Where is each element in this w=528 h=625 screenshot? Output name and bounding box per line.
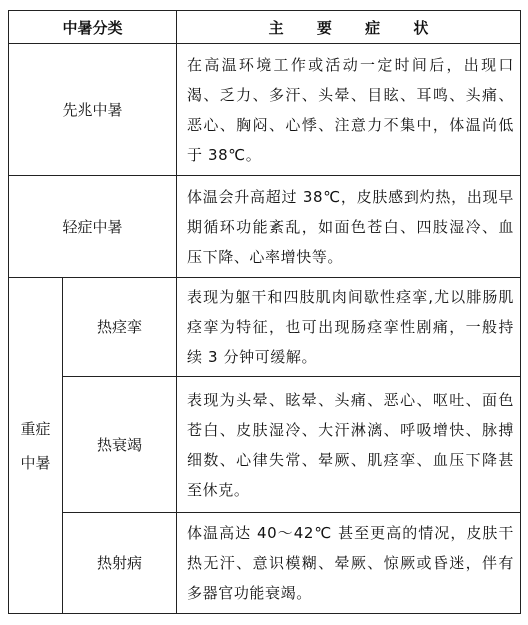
group-label-line: 中暑 bbox=[20, 453, 51, 472]
symptoms-cell: 在高温环境工作或活动一定时间后，出现口渴、乏力、多汗、头晕、目眩、耳鸣、头痛、恶心、胸闷、心悸、注意力不集中，体温尚低于 38℃。 bbox=[177, 44, 521, 176]
subcategory-cell: 热痉挛 bbox=[63, 278, 177, 377]
symptoms-cell: 体温高达 40～42℃ 甚至更高的情况，皮肤干热无汗、意识模糊、晕厥、惊厥或昏迷，伴有多器官功能衰竭。 bbox=[177, 513, 521, 614]
table-header-row bbox=[9, 11, 521, 44]
category-cell: 轻症中暑 bbox=[9, 176, 177, 278]
table-row bbox=[9, 377, 521, 513]
group-label-line: 重症 bbox=[20, 419, 51, 438]
heatstroke-classification-table bbox=[8, 10, 521, 614]
table-row bbox=[9, 278, 521, 377]
table-row bbox=[9, 513, 521, 614]
subcategory-cell: 热射病 bbox=[63, 513, 177, 614]
table-row bbox=[9, 44, 521, 176]
group-category-cell bbox=[9, 278, 63, 614]
header-category: 中暑分类 bbox=[9, 11, 177, 44]
subcategory-cell: 热衰竭 bbox=[63, 377, 177, 513]
header-symptoms: 主 要 症 状 bbox=[177, 11, 521, 44]
symptoms-cell: 体温会升高超过 38℃，皮肤感到灼热，出现早期循环功能紊乱，如面色苍白、四肢湿冷、血压下降、心率增快等。 bbox=[177, 176, 521, 278]
table-row bbox=[9, 176, 521, 278]
category-cell: 先兆中暑 bbox=[9, 44, 177, 176]
symptoms-cell: 表现为躯干和四肢肌肉间歇性痉挛,尤以腓肠肌痉挛为特征，也可出现肠痉挛性剧痛，一般持续 3 分钟可缓解。 bbox=[177, 278, 521, 377]
symptoms-cell: 表现为头晕、眩晕、头痛、恶心、呕吐、面色苍白、皮肤湿冷、大汗淋漓、呼吸增快、脉搏细数、心律失常、晕厥、肌痉挛、血压下降甚至休克。 bbox=[177, 377, 521, 513]
